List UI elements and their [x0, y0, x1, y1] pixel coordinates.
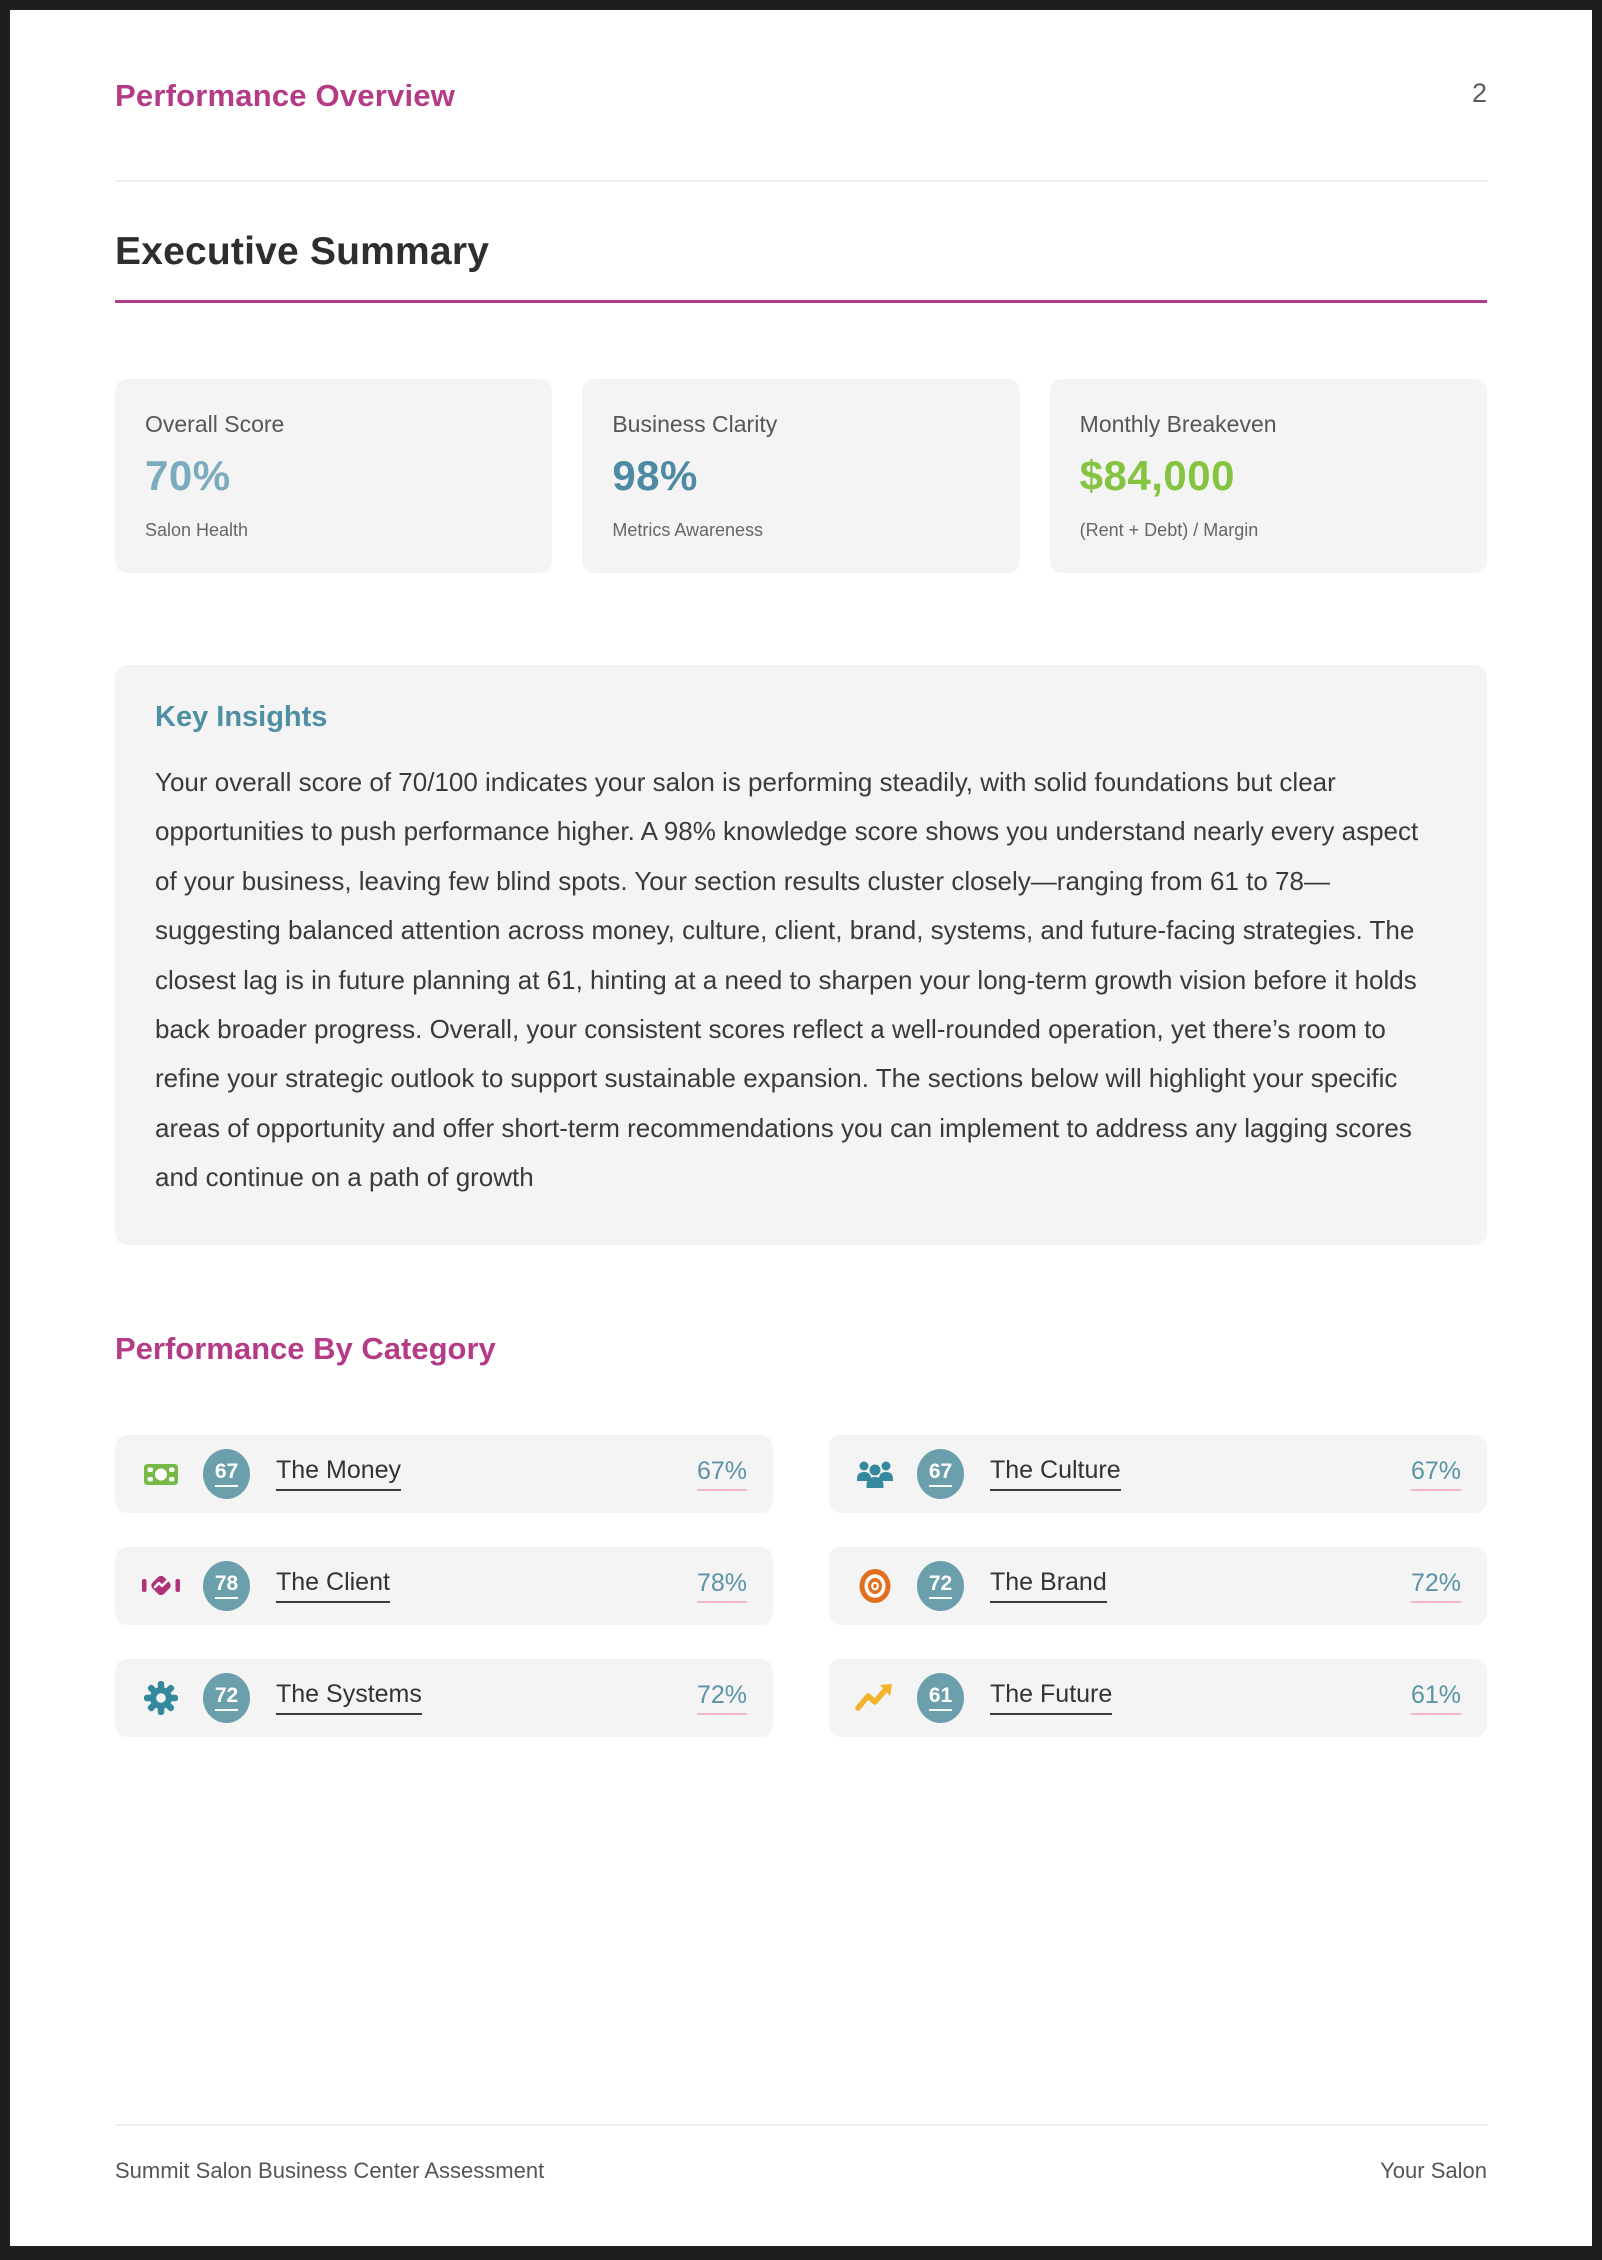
money-icon — [141, 1456, 181, 1492]
category-link[interactable]: The Systems — [276, 1680, 422, 1715]
card-sublabel: Metrics Awareness — [612, 520, 764, 540]
key-insights-panel — [115, 665, 1487, 1245]
score-card-overall — [115, 379, 552, 573]
category-grid — [115, 1435, 1487, 1737]
people-icon — [855, 1456, 895, 1492]
score-badge-value: 67 — [929, 1460, 952, 1487]
score-card-breakeven — [1050, 379, 1487, 573]
category-percent-link[interactable]: 67% — [1411, 1457, 1461, 1491]
category-link[interactable]: The Future — [990, 1680, 1112, 1715]
category-row-brand — [829, 1547, 1487, 1625]
card-label: Business Clarity — [612, 411, 778, 437]
header-divider — [115, 180, 1487, 182]
category-percent-link[interactable]: 72% — [1411, 1569, 1461, 1603]
score-badge-value: 61 — [929, 1684, 952, 1711]
card-label: Monthly Breakeven — [1079, 411, 1277, 437]
score-cards — [115, 379, 1487, 573]
report-page — [10, 10, 1592, 2246]
score-badge — [203, 1449, 250, 1499]
key-insights-body: Your overall score of 70/100 indicates your salon is performing steadily, with solid foundations but clear opportunities to push performance higher. A 98% knowledge score shows you understand nearly every aspect of your business, leaving few blind spots. Your section results cluster closely—ranging from 61 to 78—suggesting balanced attention across money, culture, client, brand, systems, and future-facing strategies. The closest lag is in future planning at 61, hinting at a need to sharpen your long-term growth vision before it holds back broader progress. Overall, your consistent scores reflect a well-rounded operation, yet there’s room to refine your strategic outlook to support sustainable expansion. The sections below will highlight your specific areas of opportunity and offer short-term recommendations you can implement to address any lagging scores and continue on a path of growth — [155, 767, 1419, 1193]
category-percent-link[interactable]: 67% — [697, 1457, 747, 1491]
category-link[interactable]: The Brand — [990, 1568, 1107, 1603]
score-badge — [203, 1561, 250, 1611]
target-icon — [855, 1568, 895, 1604]
card-label: Overall Score — [145, 411, 285, 437]
category-row-money — [115, 1435, 773, 1513]
card-value: $84,000 — [1079, 452, 1235, 499]
page-footer — [115, 2124, 1487, 2184]
category-percent-link[interactable]: 61% — [1411, 1681, 1461, 1715]
category-link[interactable]: The Client — [276, 1568, 390, 1603]
handshake-icon — [141, 1568, 181, 1604]
category-link[interactable]: The Culture — [990, 1456, 1121, 1491]
page-number: 2 — [1471, 78, 1487, 108]
card-value: 98% — [612, 452, 698, 499]
footer-left-text: Summit Salon Business Center Assessment — [115, 2158, 545, 2183]
score-badge — [203, 1673, 250, 1723]
category-percent-link[interactable]: 78% — [697, 1569, 747, 1603]
category-link[interactable]: The Money — [276, 1456, 401, 1491]
score-badge — [917, 1561, 964, 1611]
performance-by-category-heading: Performance By Category — [115, 1330, 496, 1366]
chart-up-icon — [855, 1680, 895, 1716]
category-row-future — [829, 1659, 1487, 1737]
category-row-client — [115, 1547, 773, 1625]
card-value: 70% — [145, 452, 231, 499]
category-row-culture — [829, 1435, 1487, 1513]
score-badge-value: 67 — [215, 1460, 238, 1487]
card-sublabel: (Rent + Debt) / Margin — [1079, 520, 1259, 540]
category-row-systems — [115, 1659, 773, 1737]
score-badge — [917, 1449, 964, 1499]
key-insights-heading: Key Insights — [155, 701, 328, 733]
score-badge-value: 72 — [929, 1572, 952, 1599]
score-card-clarity — [582, 379, 1019, 573]
card-sublabel: Salon Health — [145, 520, 249, 540]
page-header — [115, 78, 1487, 114]
page-title: Executive Summary — [115, 230, 1487, 303]
footer-divider — [115, 2124, 1487, 2126]
score-badge — [917, 1673, 964, 1723]
category-percent-link[interactable]: 72% — [697, 1681, 747, 1715]
gear-icon — [141, 1680, 181, 1716]
footer-right-text: Your Salon — [1380, 2158, 1487, 2183]
score-badge-value: 72 — [215, 1684, 238, 1711]
score-badge-value: 78 — [215, 1572, 238, 1599]
section-title: Performance Overview — [115, 78, 456, 113]
